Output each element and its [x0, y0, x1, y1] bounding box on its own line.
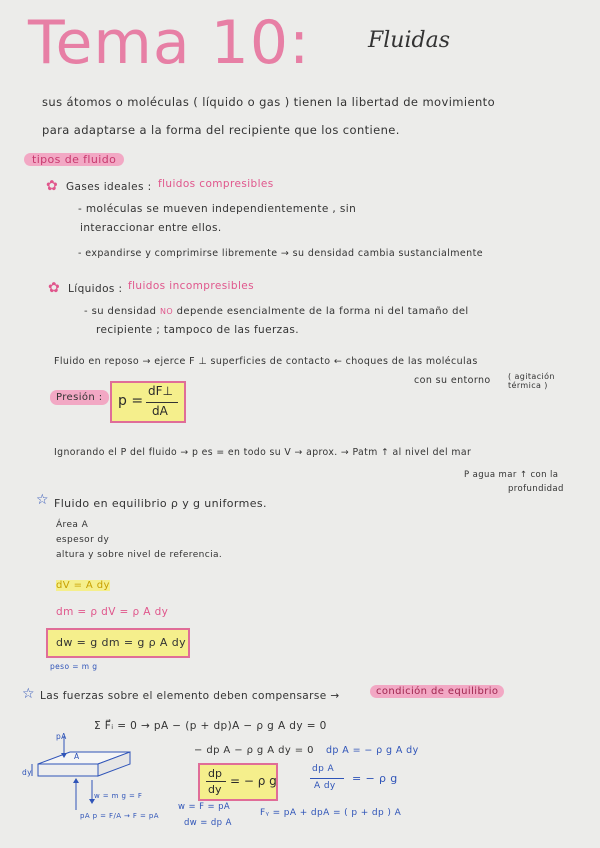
star-icon: ☆	[36, 492, 49, 508]
flower-icon: ✿	[48, 280, 60, 296]
reposo-cont: con su entorno	[414, 375, 491, 386]
gases-type: fluidos compresibles	[158, 178, 274, 190]
liquidos-bullet-1b: recipiente ; tampoco de las fuerzas.	[96, 324, 300, 336]
eq4-rhs: = − ρ g	[352, 772, 398, 785]
gases-bullet-1b: interaccionar entre ellos.	[80, 222, 222, 234]
boxed-num: dp	[208, 767, 222, 780]
liquidos-no: NO	[159, 307, 174, 316]
section-heading-tipos: tipos de fluido	[24, 153, 124, 166]
page-title: Tema 10:	[28, 8, 311, 78]
equilibrio-heading: Fluido en equilibrio ρ y g uniformes.	[54, 497, 267, 510]
presion-formula-box	[110, 381, 186, 423]
liquidos-type: fluidos incompresibles	[128, 280, 254, 292]
eq-dw-box	[46, 628, 190, 658]
gases-bullet-2: - expandirse y comprimirse libremente → su densidad cambia sustancialmente	[78, 248, 483, 259]
eq-sum: Σ F⃗ᵢ = 0 → pA − (p + dp)A − ρ g A dy = 0	[94, 720, 327, 732]
eq4-den: A dy	[314, 781, 336, 791]
boxed-rhs: = − ρ g	[230, 774, 277, 788]
presion-lhs: p =	[118, 393, 144, 409]
fraction-bar	[206, 781, 226, 782]
presion-num: dF⊥	[148, 384, 173, 398]
condicion-equilibrio: condición de equilibrio	[370, 685, 504, 698]
page-subtitle: Fluidas	[368, 28, 450, 53]
reposo-line: Fluido en reposo → ejerce F ⊥ superficies de contacto ← choques de las moléculas	[54, 356, 478, 367]
eq-3: dp A = − ρ g A dy	[326, 745, 419, 756]
eq4-num: dp A	[312, 764, 335, 774]
star-icon: ☆	[22, 686, 35, 702]
liquidos-bullet-1-post: depende esencialmente de la forma ni del tamaño del	[176, 306, 469, 317]
ignorando-line2: P agua mar ↑ con la	[464, 470, 559, 480]
liquidos-label: Líquidos :	[68, 283, 123, 295]
equilibrio-espesor: espesor dy	[56, 535, 110, 545]
gases-label: Gases ideales :	[66, 181, 152, 193]
fluid-element-diagram	[20, 730, 180, 840]
diagram-label-pA: pA	[56, 732, 67, 741]
liquidos-bullet-1-pre: - su densidad	[84, 306, 157, 317]
equilibrio-area: Área A	[56, 520, 89, 530]
eq-5: Fᵧ = pA + dpA = ( p + dp ) A	[260, 808, 402, 818]
w-eq-1: w = F = pA	[178, 802, 231, 812]
presion-label: Presión :	[50, 390, 109, 405]
fraction-bar	[310, 778, 344, 779]
intro-line-2: para adaptarse a la forma del recipiente que los contiene.	[42, 123, 400, 137]
boxed-den: dy	[208, 783, 222, 796]
eq-2: − dp A − ρ g A dy = 0	[194, 745, 314, 756]
reposo-note: ( agitación térmica )	[508, 372, 555, 390]
fuerzas-heading: Las fuerzas sobre el elemento deben compensarse →	[40, 690, 340, 702]
diagram-label-A: A	[74, 752, 80, 761]
eq-dm: dm = ρ dV = ρ A dy	[56, 606, 169, 618]
w-eq-2: dw = dp A	[184, 818, 232, 828]
diagram-label-p: pA p = F/A → F = pA	[80, 812, 159, 820]
fraction-bar	[146, 402, 178, 403]
diagram-label-w: w = m g = F	[94, 792, 143, 800]
ignorando-line3: profundidad	[508, 484, 564, 494]
presion-den: dA	[152, 404, 168, 418]
gases-bullet-1a: - moléculas se mueven independientemente , sin	[78, 203, 357, 215]
eq-dV: dV = A dy	[56, 580, 110, 591]
diagram-label-dy: dy	[22, 768, 32, 777]
intro-line-1: sus átomos o moléculas ( líquido o gas ) tienen la libertad de movimiento	[42, 95, 496, 109]
boxed-result	[198, 763, 278, 801]
equilibrio-altura: altura y sobre nivel de referencia.	[56, 550, 223, 560]
flower-icon: ✿	[46, 178, 58, 194]
block-front-face	[38, 764, 98, 776]
peso-note: peso = m g	[50, 662, 98, 671]
eq-dw: dw = g dm = g ρ A dy	[56, 636, 187, 649]
arrow-head	[73, 778, 79, 783]
liquidos-bullet-1	[84, 306, 469, 317]
ignorando-line: Ignorando el P del fluido → p es = en todo su V → aprox. → Patm ↑ al nivel del mar	[54, 447, 472, 458]
